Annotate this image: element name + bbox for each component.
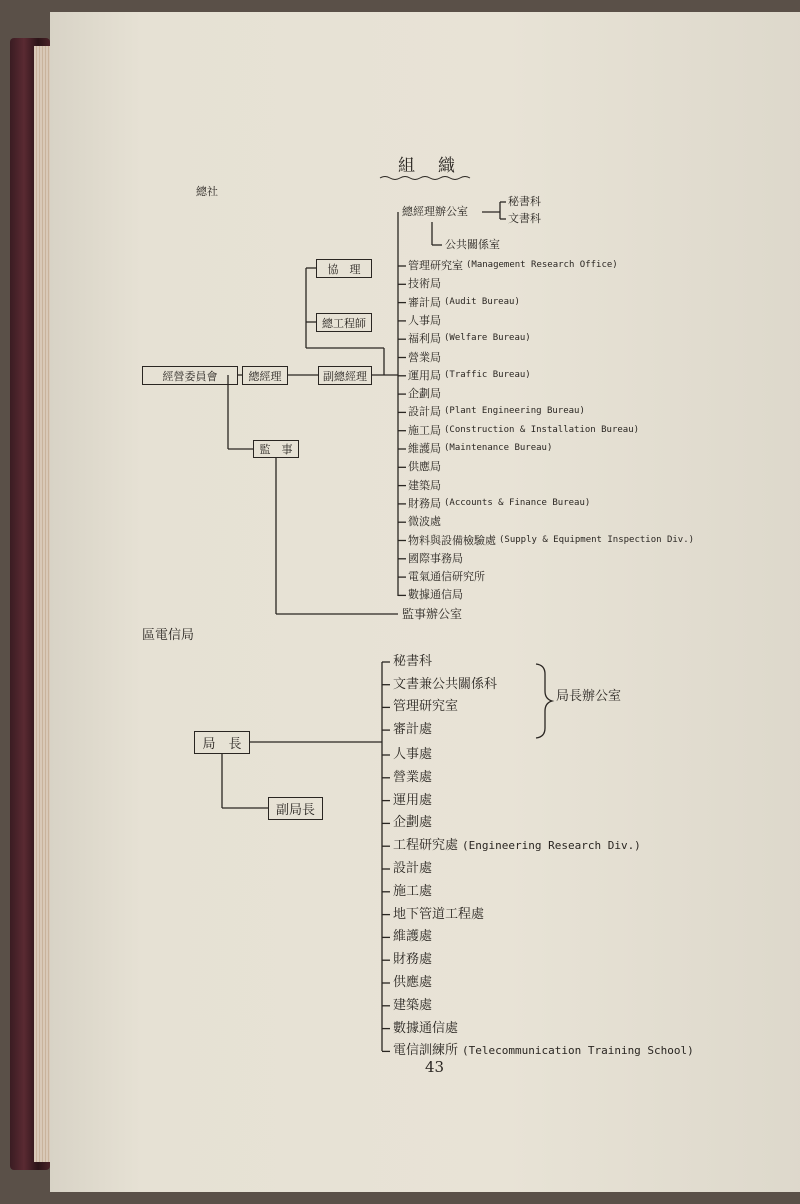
department-name: 福利局 <box>408 332 441 346</box>
division-english-name: (Engineering Research Div.) <box>462 839 641 853</box>
department-name: 營業局 <box>408 350 441 364</box>
department-english-name: (Plant Engineering Bureau) <box>444 406 585 417</box>
division-name: 工程研究處 <box>393 838 459 854</box>
department-english-name: (Accounts & Finance Bureau) <box>444 497 591 508</box>
department-name: 審計局 <box>408 295 441 309</box>
division-name: 數據通信處 <box>393 1020 459 1036</box>
deputy-director-box: 副局長 <box>268 797 323 820</box>
division-name: 財務處 <box>393 952 433 968</box>
gm-office-sub: 秘書科 <box>508 195 541 208</box>
gm-office-sub: 文書科 <box>508 212 541 225</box>
department-name: 數據通信局 <box>408 588 463 602</box>
department-name: 財務局 <box>408 496 441 510</box>
page-title: 組 織 <box>398 156 458 176</box>
department-name: 物料與設備檢驗處 <box>408 533 496 547</box>
department-english-name: (Welfare Bureau) <box>444 333 531 344</box>
department-english-name: (Management Research Office) <box>466 260 618 270</box>
supervisor-office-label: 監事辦公室 <box>402 607 463 621</box>
page-number: 43 <box>425 1058 445 1076</box>
department-name: 運用局 <box>408 368 441 382</box>
department-name: 設計局 <box>408 405 441 419</box>
department-name: 國際事務局 <box>408 551 463 565</box>
division-name: 電信訓練所 <box>393 1043 459 1059</box>
department-english-name: (Construction & Installation Bureau) <box>444 424 640 435</box>
division-name: 供應處 <box>393 975 433 990</box>
general-manager-box: 總經理 <box>242 366 288 385</box>
department-english-name: (Maintenance Bureau) <box>444 443 553 453</box>
department-name: 維護局 <box>408 442 441 455</box>
division-name: 建築處 <box>393 997 433 1013</box>
department-english-name: (Supply & Equipment Inspection Div.) <box>499 534 695 545</box>
division-name: 地下管道工程處 <box>393 906 485 922</box>
hq-label: 總社 <box>196 185 218 198</box>
division-name: 維護處 <box>393 929 433 945</box>
department-english-name: (Audit Bureau) <box>444 296 520 307</box>
department-name: 施工局 <box>408 423 441 437</box>
department-name: 供應局 <box>408 460 441 474</box>
department-name: 微波處 <box>408 515 441 529</box>
gm-office-label: 總經理辦公室 <box>402 205 468 218</box>
regional-heading: 區電信局 <box>142 628 195 643</box>
division-name: 企劃處 <box>393 815 433 831</box>
department-name: 建築局 <box>408 478 441 492</box>
office-unit-name: 秘書科 <box>393 654 433 669</box>
division-name: 人事處 <box>393 747 433 762</box>
assistant-manager-box: 協 理 <box>316 259 372 278</box>
public-relations-label: 公共關係室 <box>445 238 500 251</box>
division-name: 營業處 <box>393 769 433 785</box>
department-name: 企劃局 <box>408 387 441 401</box>
director-box: 局 長 <box>194 731 250 754</box>
chief-engineer-box: 總工程師 <box>316 313 372 332</box>
director-office-label: 局長辦公室 <box>556 689 622 704</box>
department-name: 管理研究室 <box>408 259 463 272</box>
division-name: 設計處 <box>393 861 433 876</box>
committee-box: 經營委員會 <box>142 366 238 385</box>
office-unit-name: 文書兼公共關係科 <box>393 676 498 692</box>
office-unit-name: 審計處 <box>393 722 433 738</box>
division-english-name: (Telecommunication Training School) <box>462 1044 694 1058</box>
supervisor-box: 監 事 <box>253 440 299 458</box>
office-unit-name: 管理研究室 <box>393 699 459 715</box>
department-english-name: (Traffic Bureau) <box>444 369 531 380</box>
department-name: 電氣通信研究所 <box>408 570 485 584</box>
division-name: 施工處 <box>393 883 433 899</box>
division-name: 運用處 <box>393 792 433 808</box>
department-name: 人事局 <box>408 313 441 327</box>
department-name: 技術局 <box>408 277 441 291</box>
deputy-gm-box: 副總經理 <box>318 366 372 385</box>
